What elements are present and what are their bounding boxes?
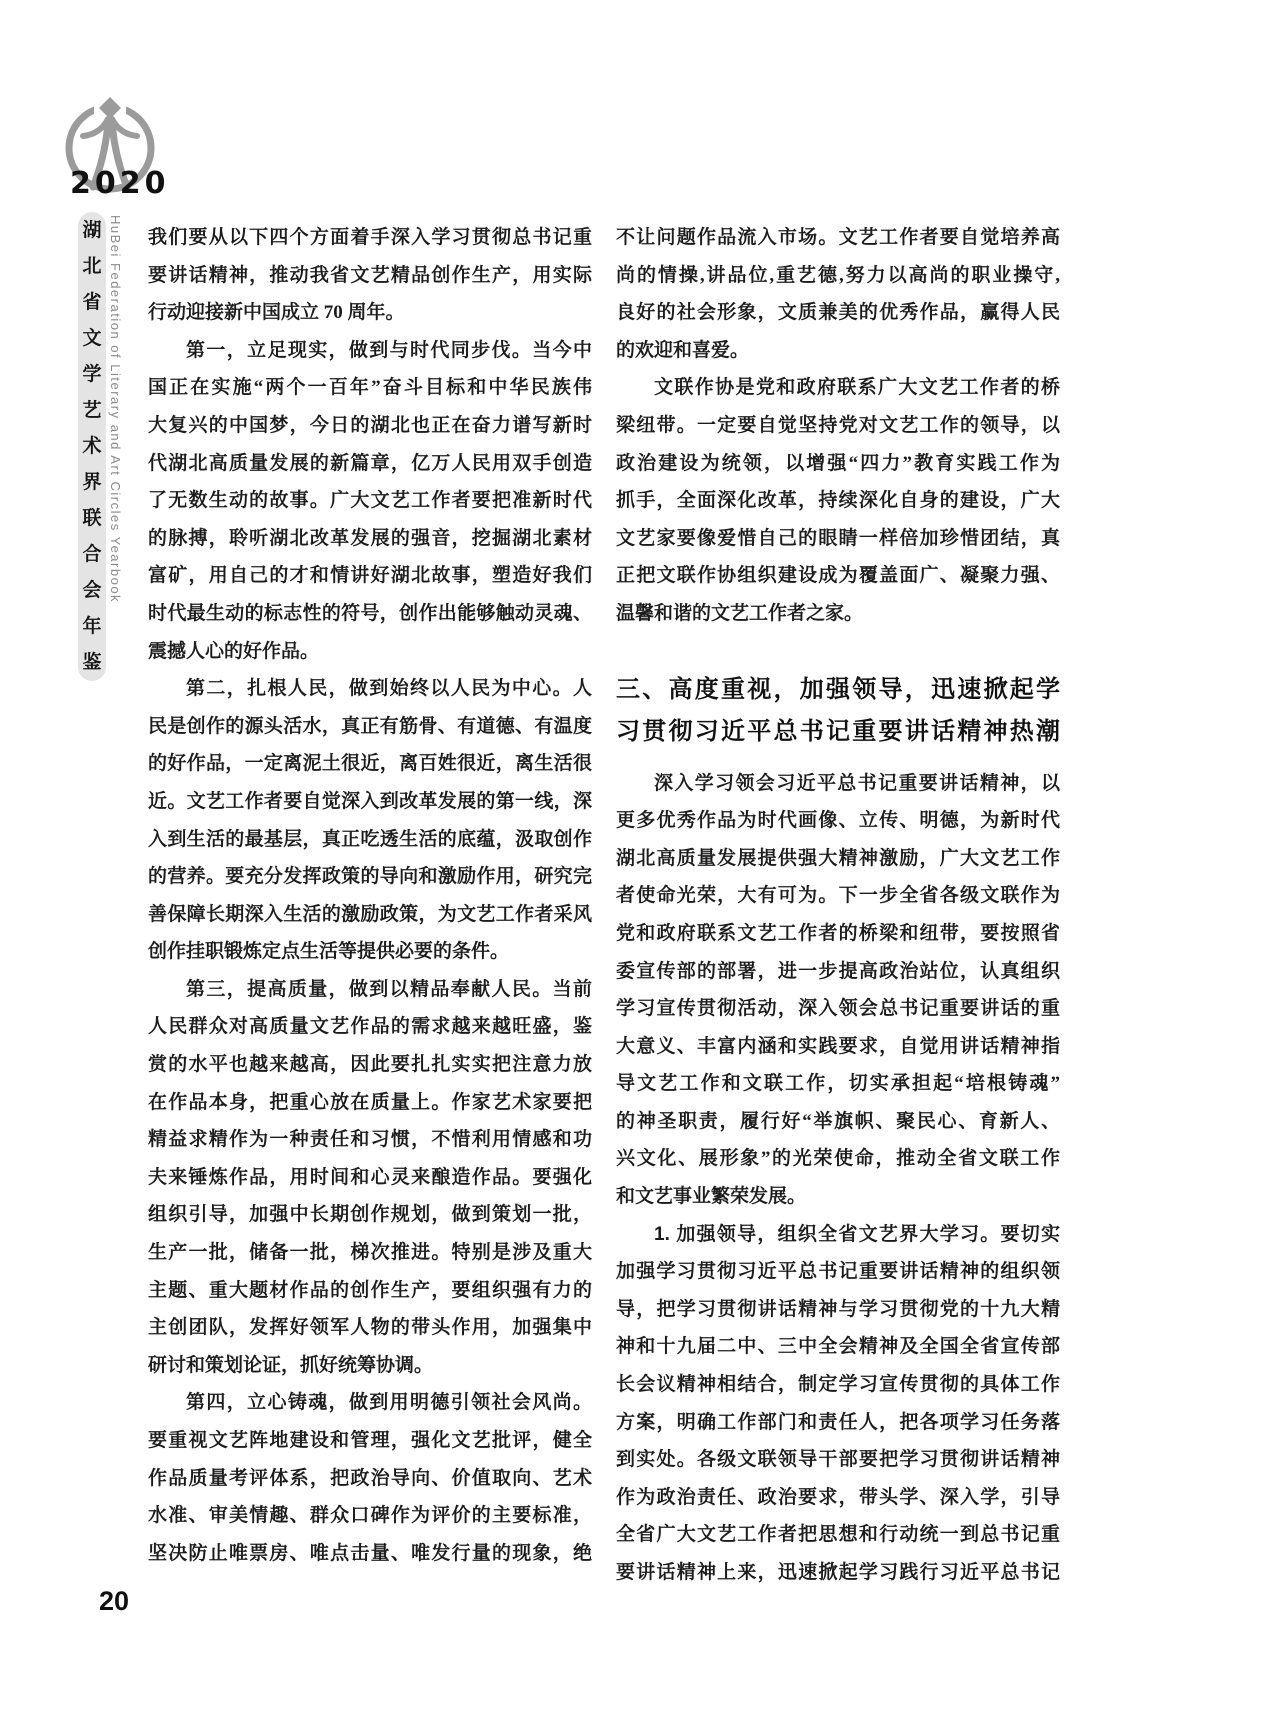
text-line: 湖北高质量发展提供强大精神激励，广大文艺工作 bbox=[616, 847, 1060, 869]
text-line: 的营养。要充分发挥政策的导向和激励作用，研究完 bbox=[148, 866, 592, 888]
paragraph bbox=[616, 765, 1060, 1216]
sidebar-title-cn bbox=[78, 212, 106, 681]
text-line: 作为政治责任、政治要求，带头学、深入学，引导 bbox=[616, 1486, 1060, 1508]
text-line: 神和十九届二中、三中全会精神及全国全省宣传部 bbox=[616, 1336, 1060, 1358]
text-line: 正把文联作协组织建设成为覆盖面广、凝聚力强、 bbox=[616, 565, 1060, 587]
text-line: 生产一批，储备一批，梯次推进。特别是涉及重大 bbox=[148, 1242, 592, 1264]
text-line: 梁纽带。一定要自觉坚持党对文艺工作的领导，以 bbox=[616, 414, 1060, 436]
text-line: 不让问题作品流入市场。文艺工作者要自觉培养高 bbox=[616, 227, 1060, 248]
heading-line: 三、高度重视，加强领导，迅速掀起学 bbox=[616, 675, 1060, 703]
text-line: 学习宣传贯彻活动，深入领会总书记重要讲话的重 bbox=[616, 998, 1060, 1020]
sidebar-char: 术 bbox=[82, 436, 102, 457]
page-number: 20 bbox=[99, 1586, 130, 1616]
text-line: 的欢迎和喜爱。 bbox=[616, 339, 750, 361]
text-line: 长会议精神相结合，制定学习宣传贯彻的具体工作 bbox=[616, 1374, 1060, 1396]
text-line: 政治建设为统领，以增强“四力”教育实践工作为 bbox=[616, 452, 1060, 474]
heading-line: 习贯彻习近平总书记重要讲话精神热潮 bbox=[616, 717, 1060, 745]
sidebar-char: 联 bbox=[82, 508, 102, 529]
text-line: 的神圣职责，履行好“举旗帜、聚民心、育新人、 bbox=[616, 1110, 1060, 1132]
sidebar-char: 合 bbox=[82, 544, 102, 565]
text-line: 良好的社会形象，文质兼美的优秀作品，赢得人民 bbox=[616, 302, 1060, 324]
text-line: 夫来锤炼作品，用时间和心灵来酿造作品。要强化 bbox=[148, 1166, 592, 1188]
text-line: 赏的水平也越来越高，因此要扎扎实实把注意力放 bbox=[148, 1054, 592, 1076]
text-line: 文艺家要像爱惜自己的眼睛一样倍加珍惜团结，真 bbox=[616, 527, 1060, 549]
text-line: 了无数生动的故事。广大文艺工作者要把准新时代 bbox=[148, 490, 592, 512]
text-line: 方案，明确工作部门和责任人，把各项学习任务落 bbox=[616, 1411, 1060, 1433]
text-line: 我们要从以下四个方面着手深入学习贯彻总书记重 bbox=[148, 227, 592, 248]
text-line: 导文艺工作和文联工作，切实承担起“培根铸魂” bbox=[616, 1073, 1060, 1095]
text-line: 尚的情操,讲品位,重艺德,努力以高尚的职业操守, bbox=[616, 264, 1060, 286]
text-line: 行动迎接新中国成立 70 周年。 bbox=[148, 302, 405, 324]
text-line: 的脉搏，聆听湖北改革发展的强音，挖掘湖北素材 bbox=[148, 527, 592, 549]
text-line: 的好作品，一定离泥土很近，离百姓很近，离生活很 bbox=[148, 753, 592, 775]
section-heading bbox=[616, 669, 1060, 753]
paragraph bbox=[148, 332, 592, 670]
paragraph bbox=[148, 219, 592, 332]
text-line: 精益求精作为一种责任和习惯，不惜利用情感和功 bbox=[148, 1129, 592, 1151]
text-column-left bbox=[148, 219, 592, 1572]
text-line: 大复兴的中国梦，今日的湖北也正在奋力谱写新时 bbox=[148, 414, 592, 436]
text-line: 人民群众对高质量文艺作品的需求越来越旺盛，鉴 bbox=[148, 1016, 592, 1038]
sidebar-char: 北 bbox=[82, 256, 102, 277]
paragraph bbox=[148, 670, 592, 971]
text-line: 温馨和谐的文艺工作者之家。 bbox=[616, 602, 864, 624]
text-column-right bbox=[616, 219, 1060, 1592]
text-line: 第三，提高质量，做到以精品奉献人民。当前 bbox=[186, 978, 592, 1000]
sidebar-char: 省 bbox=[82, 292, 102, 313]
text-line: 主题、重大题材作品的创作生产，要组织强有力的 bbox=[148, 1279, 592, 1301]
sidebar-char: 会 bbox=[82, 580, 102, 601]
text-line: 入到生活的最基层，真正吃透生活的底蕴，汲取创作 bbox=[148, 828, 592, 850]
text-line: 到实处。各级文联领导干部要把学习贯彻讲话精神 bbox=[616, 1449, 1060, 1471]
paragraph bbox=[616, 369, 1060, 632]
sidebar-char: 鉴 bbox=[82, 652, 102, 673]
text-line: 近。文艺工作者要自觉深入到改革发展的第一线，深 bbox=[148, 790, 592, 812]
text-line: 大意义、丰富内涵和实践要求，自觉用讲话精神指 bbox=[616, 1035, 1060, 1057]
text-line: 富矿，用自己的才和情讲好湖北故事，塑造好我们 bbox=[148, 565, 592, 587]
sidebar-char: 文 bbox=[82, 328, 102, 349]
text-line: 在作品本身，把重心放在质量上。作家艺术家要把 bbox=[148, 1091, 592, 1113]
text-line: 第二，扎根人民，做到始终以人民为中心。人 bbox=[186, 678, 592, 700]
text-line: 和文艺事业繁荣发展。 bbox=[616, 1186, 807, 1208]
text-line: 创作挂职锻炼定点生活等提供必要的条件。 bbox=[148, 941, 510, 963]
text-line: 委宣传部的部署，进一步提高政治站位，认真组织 bbox=[616, 960, 1060, 982]
paragraph bbox=[148, 971, 592, 1385]
text-line: 组织引导，加强中长期创作规划，做到策划一批， bbox=[148, 1204, 592, 1226]
paragraph-lead: 1. 加强领导，组织全省文艺界大学习。 bbox=[654, 1223, 1001, 1245]
paragraph bbox=[616, 1216, 1060, 1592]
paragraph bbox=[148, 1384, 592, 1572]
text-line: 要讲话精神，推动我省文艺精品创作生产，用实际 bbox=[148, 264, 592, 286]
text-line: 更多优秀作品为时代画像、立传、明德，为新时代 bbox=[616, 810, 1060, 832]
text-line: 党和政府联系文艺工作者的桥梁和纽带，要按照省 bbox=[616, 922, 1060, 944]
text-line: 深入学习领会习近平总书记重要讲话精神，以 bbox=[654, 772, 1060, 794]
text-line: 要重视文艺阵地建设和管理，强化文艺批评，健全 bbox=[148, 1430, 592, 1451]
paragraph-lead: 第三，提高质量，做到以精品奉献人民。 bbox=[186, 978, 553, 1000]
sidebar-char: 学 bbox=[82, 364, 102, 385]
paragraph-lead: 第一，立足现实，做到与时代同步伐。 bbox=[186, 339, 533, 361]
text-line: 抓手，全面深化改革，持续深化自身的建设，广大 bbox=[616, 490, 1060, 512]
text-line: 文联作协是党和政府联系广大文艺工作者的桥 bbox=[654, 377, 1060, 399]
text-line: 坚决防止唯票房、唯点击量、唯发行量的现象，绝 bbox=[148, 1542, 592, 1564]
text-line: 国正在实施“两个一百年”奋斗目标和中华民族伟 bbox=[148, 377, 592, 399]
text-line: 善保障长期深入生活的激励政策，为文艺工作者采风 bbox=[148, 903, 592, 925]
text-line: 加强学习贯彻习近平总书记重要讲话精神的组织领 bbox=[616, 1261, 1060, 1283]
sidebar-title-en: HuBei Federation of Literary and Art Circles Yearbook bbox=[108, 215, 123, 604]
paragraph-lead: 第四，立心铸魂，做到用明德引领社会风尚。 bbox=[186, 1392, 592, 1414]
text-line: 第一，立足现实，做到与时代同步伐。当今中 bbox=[186, 339, 592, 361]
text-line: 全省广大文艺工作者把思想和行动统一到总书记重 bbox=[616, 1524, 1060, 1546]
sidebar-char: 界 bbox=[82, 472, 102, 493]
text-line: 1. 加强领导，组织全省文艺界大学习。要切实 bbox=[654, 1223, 1060, 1245]
text-line: 震撼人心的好作品。 bbox=[148, 640, 320, 662]
sidebar-char: 年 bbox=[82, 616, 102, 637]
text-line: 民是创作的源头活水，真正有筋骨、有道德、有温度 bbox=[148, 715, 592, 737]
text-line: 兴文化、展形象”的光荣使命，推动全省文联工作 bbox=[616, 1148, 1060, 1170]
text-line: 时代最生动的标志性的符号，创作出能够触动灵魂、 bbox=[148, 602, 592, 624]
sidebar-char: 湖 bbox=[82, 220, 102, 241]
text-line: 要讲话精神上来，迅速掀起学习践行习近平总书记 bbox=[616, 1562, 1060, 1583]
paragraph-lead: 第二，扎根人民，做到始终以人民为中心。 bbox=[186, 678, 573, 700]
text-line: 主创团队，发挥好领军人物的带头作用，加强集中 bbox=[148, 1317, 592, 1339]
paragraph bbox=[616, 219, 1060, 369]
text-line: 研讨和策划论证，抓好统筹协调。 bbox=[148, 1354, 434, 1376]
text-line bbox=[148, 1384, 592, 1422]
text-line: 代湖北高质量发展的新篇章，亿万人民用双手创造 bbox=[148, 452, 592, 474]
text-line: 水准、审美情趣、群众口碑作为评价的主要标准， bbox=[148, 1505, 592, 1527]
sidebar-char: 艺 bbox=[82, 400, 102, 421]
text-line: 导，把学习贯彻讲话精神与学习贯彻党的十九大精 bbox=[616, 1298, 1060, 1320]
text-line: 作品质量考评体系，把政治导向、价值取向、艺术 bbox=[148, 1467, 592, 1489]
text-line: 者使命光荣，大有可为。下一步全省各级文联作为 bbox=[616, 885, 1060, 907]
year-label: 2020 bbox=[70, 166, 170, 201]
